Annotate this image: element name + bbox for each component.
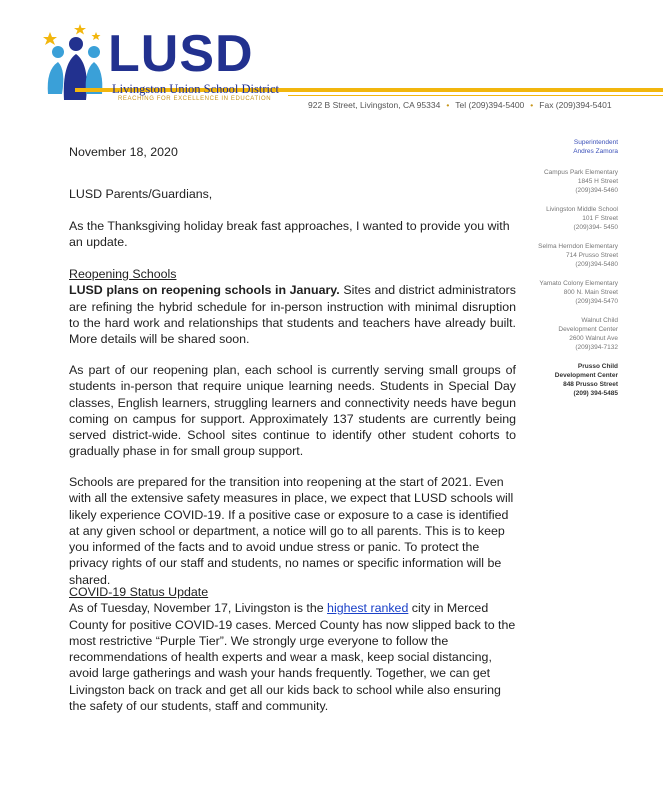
reopening-paragraph-2: As part of our reopening plan, each school is currently serving small groups of students in-person that require unique learning needs. Students in Special Day classes, English learners, struggling learners and connectivity needs have begun coming on campus for support. Approximately 137 students are currently being served district-wide. School sites continue to identify other student cohorts to gradually phase in for small group support. <box>69 363 516 459</box>
highest-ranked-link[interactable]: highest ranked <box>327 601 409 616</box>
school-name: Prusso Child <box>577 363 618 370</box>
school-phone: (209)394-5460 <box>575 187 618 194</box>
school-phone: (209)394-5480 <box>575 261 618 268</box>
district-motto: REACHING FOR EXCELLENCE IN EDUCATION <box>118 96 272 102</box>
covid-text-start: As of Tuesday, November 17, Livingston is the <box>69 601 328 616</box>
reopening-paragraph-1 <box>69 282 516 347</box>
school-name: Campus Park Elementary <box>543 169 618 176</box>
school-phone: (209) 394-5485 <box>573 390 618 397</box>
reopening-section <box>69 266 516 347</box>
sidebar-directory <box>510 138 618 408</box>
bullet-icon: • <box>446 100 450 110</box>
school-street: 2600 Walnut Ave <box>569 335 618 342</box>
school-phone: (209)394-5470 <box>575 298 618 305</box>
reopening-paragraph-1-text: Sites and district administrators are refining the hybrid schedule for in-person instruction with minimal disruption to the hard work and relationships that students and teachers have already built. More details will be shared soon. <box>69 283 516 347</box>
district-name: Livingston Union School District <box>112 82 280 96</box>
address: 922 B Street, Livingston, CA 95334 <box>308 100 441 110</box>
telephone: Tel (209)394-5400 <box>455 100 525 110</box>
school-entry <box>510 362 618 398</box>
covid-text-end: city in Merced County for positive COVID-19 cases. Merced County has now slipped back to the most restrictive “Purple Tier”. We strongly urge everyone to follow the recommendations of health experts and wear a mask, keep social distancing, avoid large gatherings and wash your hands frequently. Together, we can get Livingston back on track and get all our kids back to school while also ensuring the safety of our students, staff and community. <box>69 601 516 714</box>
school-phone: (209)394- 5450 <box>573 224 618 231</box>
school-entry <box>510 242 618 269</box>
salutation: LUSD Parents/Guardians, <box>69 187 213 201</box>
school-name-line2: Development Center <box>554 372 618 379</box>
school-entry <box>510 279 618 306</box>
covid-paragraph <box>69 600 516 714</box>
fax: Fax (209)394-5401 <box>539 100 612 110</box>
school-name-line2: Development Center <box>558 326 618 333</box>
brand-wordmark: LUSD <box>108 25 254 83</box>
letter-date: November 18, 2020 <box>69 145 178 159</box>
intro-paragraph: As the Thanksgiving holiday break fast approaches, I wanted to provide you with an update. <box>69 219 510 250</box>
reopening-paragraph-3: Schools are prepared for the transition into reopening at the start of 2021. Even with all the extensive safety measures in place, we expect that LUSD schools will likely experience COVID-19. If a positive case or exposure to a case is identified at any given school or department, a notice will go to all parents. This is to keep you informed of the facts and to avoid undue stress or panic. To protect the privacy rights of our staff and students, no names or specific information will be shared. <box>69 475 514 587</box>
school-name: Selma Herndon Elementary <box>538 243 618 250</box>
school-entry <box>510 316 618 352</box>
school-street: 714 Prusso Street <box>565 252 618 259</box>
school-name: Yamato Colony Elementary <box>539 280 618 287</box>
school-street: 800 N. Main Street <box>563 289 618 296</box>
school-entry <box>510 168 618 195</box>
letterhead-thin-rule <box>288 95 663 96</box>
bullet-icon: • <box>530 100 534 110</box>
school-phone: (209)394-7132 <box>575 344 618 351</box>
covid-section <box>69 584 516 714</box>
superintendent-title: Superintendent <box>573 139 618 146</box>
superintendent <box>510 138 618 156</box>
superintendent-name: Andres Zamora <box>573 148 618 155</box>
reopening-lead: LUSD plans on reopening schools in January. <box>69 283 340 298</box>
school-name: Walnut Child <box>581 317 618 324</box>
school-entry <box>510 205 618 232</box>
school-street: 848 Prusso Street <box>563 381 618 388</box>
contact-line <box>308 100 612 110</box>
school-street: 1845 H Street <box>577 178 618 185</box>
section-heading-reopening: Reopening Schools <box>69 267 177 281</box>
school-name: Livingston Middle School <box>546 206 618 213</box>
school-street: 101 F Street <box>582 215 618 222</box>
section-heading-covid: COVID-19 Status Update <box>69 585 209 599</box>
